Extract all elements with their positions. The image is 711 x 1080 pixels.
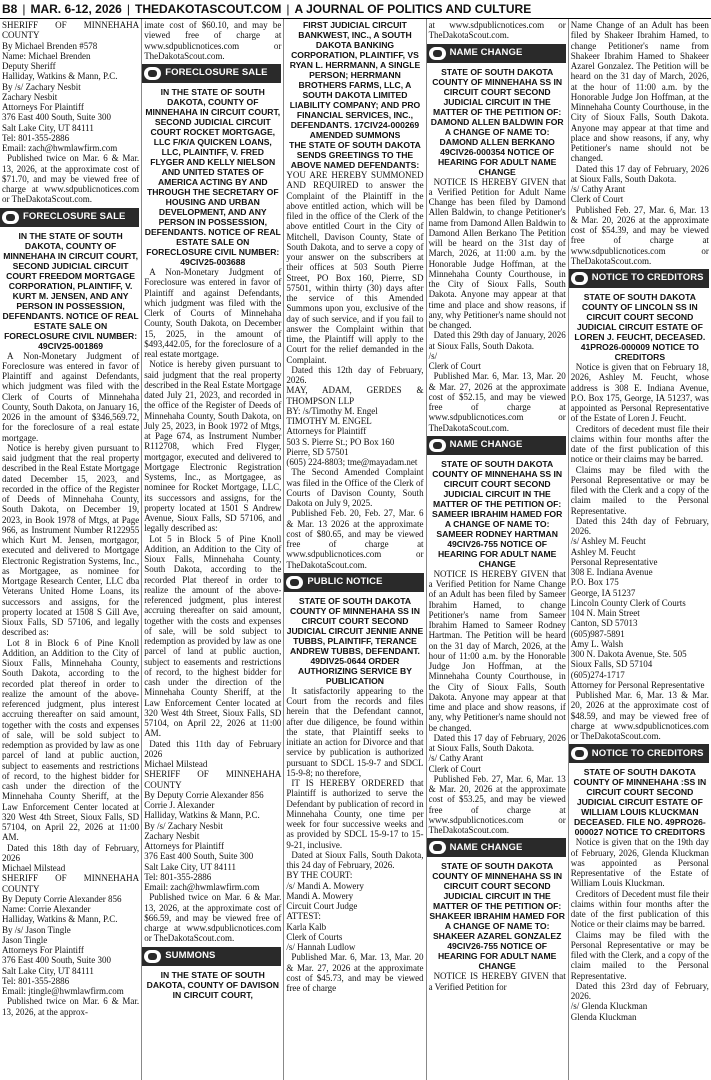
notice-caption: STATE OF SOUTH DAKOTA COUNTY OF MINNEHAHA SS IN CIRCUIT COURT SECOND JUDICIAL CIRCUIT IN THE MATTER OF THE PETITION OF: DAMOND ALLEN BALDWIN FOR A CHANGE OF NAME TO: DAMOND ALLEN BERKANO 49CIV26-000354 NOTICE OF HEARING FOR ADULT NAME CHANGE (430, 66, 564, 177)
notice-paragraph: Notice is given that on February 18, 2026, Ashley M. Feucht, whose address is 308 E. Indiana Avenue, P.O. Box 175, George, IA 51237, was appointed as Personal Representative of the Estate of Loren J. Feucht. (570, 362, 709, 424)
section-banner (569, 744, 709, 763)
notice-paragraph: Notice is given that on the 19th day of February, 2026, Glenda Kluckman was appointed as Personal Representative of the Estate of William Louis Kluckman. (570, 837, 709, 889)
notice-paragraph: Published Mar. 6, Mar. 13 & Mar. 20, 2026 at the approximate cost of $48.59, and may be viewed free of charge at www.sdpublicnotices.com or TheDakotaScout.com. (570, 690, 709, 741)
issue-date: MAR. 6-12, 2026 (30, 2, 122, 16)
notice-line: Attorneys for Plaintiff (286, 426, 367, 437)
notice-line: /s/ Ashley M. Feucht (570, 536, 646, 547)
notice-caption: IN THE STATE OF SOUTH DAKOTA, COUNTY OF MINNEHAHA IN CIRCUIT COURT, SECOND JUDICIAL CIRCUIT COURT FREEDOM MORTGAGE CORPORATION, PLAINTIFF, V. KURT M. JENSEN, AND ANY PERSON IN POSSESSION, DEFENDANTS. NOTICE OF REAL ESTATE SALE ON FORECLOSURE CIVIL NUMBER: 49CIV25-001869 (2, 230, 139, 351)
section-title: NOTICE TO CREDITORS (591, 272, 704, 284)
notice-line: Circuit Court Judge (286, 901, 358, 911)
section-icon (571, 272, 588, 285)
notice-paragraph: Dated this 18th day of February, 2026 (2, 842, 140, 863)
notice-caption: IN THE STATE OF SOUTH DAKOTA, COUNTY OF MINNEHAHA IN CIRCUIT COURT, SECOND JUDICIAL CIRCUIT COURT ROCKET MORTGAGE, LLC F/K/A QUICKEN LOANS, LLC, PLAINTIFF, V. FRED FLYGER AND KELLY NIELSON AND UNITED STATES OF AMERICA ACTING BY AND THROUGH THE SECRETARY OF HOUSING AND URBAN DEVELOPMENT, AND ANY PERSON IN POSSESSION, DEFENDANTS. NOTICE OF REAL ESTATE SALE ON FORECLOSURE CIVIL NUMBER: 49CIV25-003688 (144, 87, 281, 267)
notice-line: BY THE COURT: (286, 870, 353, 881)
section-title: NOTICE TO CREDITORS (591, 747, 704, 759)
notice-line: (605)274-1717 (570, 669, 625, 680)
notice-line: /s/ Cathy Arant (570, 184, 626, 194)
notice-line: imate cost of $60.10, and may be viewed free of charge at www.sdpublicnotices.com or TheDakotaScout.com. (144, 20, 282, 61)
notice-line: Clerk of Court (570, 194, 624, 205)
notice-paragraph: Published twice on Mar. 6 & Mar. 13, 2026, at the approximate cost of $71.70, and may be viewed free of charge at www.sdpublicnotices.com or TheDakotaScout.com. (2, 153, 140, 205)
notice-line: SHERIFF OF MINNEHAHA COUNTY (2, 20, 140, 41)
separator: | (22, 2, 26, 16)
notice-line: By /s/ Zachary Nesbit (144, 820, 223, 831)
notice-paragraph: NOTICE IS HEREBY GIVEN that a Verified Petition for Adult Name Change has been filed by Damond Allen Baldwin, to change Petitioner's name from Damond Allen Baldwin to Damond Allen Berkano The Petition will be heard on the 31st day of March, 2026, at 11:00 a.m. by the Honorable Judge Hoffman, at the Minnehaha County Courthouse, in the City of Sioux Falls, South Dakota. Anyone may appear at that time and place and show reasons, if any, why Petitioner's name should not be changed. (428, 176, 566, 330)
notice-line: Attorneys For Plaintiff (2, 945, 84, 955)
notice-line: Glenda Kluckman (570, 1011, 637, 1022)
section-title: SUMMONS (165, 949, 216, 961)
notice-line: /s/ (428, 350, 438, 361)
notice-caption: IN THE STATE OF SOUTH DAKOTA, COUNTY OF DAVISON IN CIRCUIT COURT, (146, 969, 279, 1000)
notice-line: 300 N. Dakota Avenue, Ste. 505 (570, 649, 687, 659)
separator: | (126, 2, 130, 16)
notice-paragraph: NOTICE IS HEREBY GIVEN that a Verified Petition for (428, 971, 566, 992)
notice-paragraph: Dated this 23rd day of February, 2026. (570, 980, 709, 1001)
notice-paragraph: Creditors of Decedent must file their claims within four months after the date of the first publication of this Notice or their claims may be barred. (570, 888, 709, 930)
notice-line: Salt Lake City, UT 84111 (2, 965, 94, 976)
masthead (0, 0, 711, 19)
notice-line: SHERIFF OF MINNEHAHA COUNTY (144, 769, 282, 790)
notice-caption: STATE OF SOUTH DAKOTA COUNTY OF MINNEHAHA SS IN CIRCUIT COURT SECOND JUDICIAL CIRCUIT IN THE MATTER OF THE PETITION OF: SAMEER IBRAHIM HAMED FOR A CHANGE OF NAME TO: SAMEER RODNEY HARTMAN 49CIV26-755 NOTICE OF HEARING FOR ADULT NAME CHANGE (431, 458, 563, 569)
notice-line: /s/ Glenda Kluckman (570, 1001, 648, 1012)
notice-line: Email: zach@hwmlawfirm.com (2, 143, 118, 153)
section-title: FORECLOSURE SALE (23, 210, 126, 222)
notice-line: Sioux Falls, SD 57104 (570, 659, 653, 670)
notice-line: YOU ARE HEREBY SUMMONED AND REQUIRED to answer the Complaint of the Plaintiff in the above entitled action, which will be filed in the office of the Clerk of the above entitled Court in the City of Mitchell, Davison County, State of South Dakota, and to serve a copy of your answer on the subscribers at their offices at 503 South Pierre Street, PO Box 160, Pierre, SD 57501, within thirty (30) days after the service of this Amended Summons upon you, exclusive of the day of such service, and if you fail to answer the Complaint within that time, the Plaintiff will apply to the Court for the relief demanded in the Complaint. (286, 170, 424, 365)
section-icon (429, 841, 446, 854)
notice-line: Tel: 801-355-2886 (144, 871, 212, 882)
section-icon (286, 576, 303, 589)
notice-paragraph: Dated this 11th day of February 2026 (144, 738, 282, 759)
notice-line: Canton, SD 57013 (570, 618, 638, 629)
notice-line: Deputy Sheriff (2, 61, 56, 71)
notice-line: Michael Milstead (2, 863, 66, 873)
notice-line: Jason Tingle (2, 934, 48, 945)
notice-paragraph: Dated this 12th day of February, 2026. (286, 364, 424, 385)
notice-line: SHERIFF OF MINNEHAHA COUNTY (2, 873, 140, 894)
section-title: NAME CHANGE (449, 841, 523, 853)
notice-paragraph: A Non-Monetary Judgment of Foreclosure was entered in favor of Plaintiff and against Defendants, which judgment was filed with the Clerk of Courts of Minnehaha County, South Dakota, on January 16, 2026 in the amount of $346,569.72, for the foreclosure of a real estate mortgage. (2, 350, 140, 443)
section-icon (571, 747, 588, 760)
notice-paragraph: Notice is hereby given pursuant to said judgment that the real property described in the Real Estate Mortgage dated December 15, 2023, and recorded in the office of the Register of Deeds of Minnehaha County, South Dakota, on December 19, 2023, in Book 1978 of Mtgs, at Page 966, as Instrument Number R122955 which Kurt M. Jensen, mortgagor, executed and delivered to Mortgage Electronic Registration Systems, Inc., as Mortgagee, as nominee for Mortgage Research Center, LLC dba Veterans United Home Loans, its successors and assigns, for the property located at 1508 S Gill Ave, Sioux Falls, SD 57106, and legally described as: (2, 442, 140, 638)
section-title: PUBLIC NOTICE (307, 576, 383, 588)
notice-line: Mandi A. Mowery (286, 890, 354, 901)
notice-line: Attorneys for Plaintiff (144, 841, 225, 851)
notice-line: Clerk of Court (428, 763, 482, 774)
notice-paragraph: Dated at Sioux Falls, South Dakota, this 24 day of February, 2026. (286, 849, 424, 870)
notice-line: Email: jtingle@hwmlawfirm.com (2, 986, 124, 996)
notice-line: By Deputy Corrie Alexander 856 (2, 893, 122, 904)
notice-line: Pierre, SD 57501 (286, 446, 349, 457)
notice-line: Tel: 801-355-2886 (2, 132, 70, 143)
notice-paragraph: Creditors of decedent must file their claims within four months after the date of the first publication of this notice or their claims may be barred. (570, 423, 709, 465)
notice-line: /s/ Mandi A. Mowery (286, 880, 364, 891)
notice-paragraph: It satisfactorily appearing to the Court from the records and files herein that the Defendant cannot, after due diligence, be found within the state, that Plaintiff seeks to initiate an action for Divorce and that service by publication is authorized pursuant to SDCL 15-9-7 and SDCL 15-9-8; no therefore, (286, 685, 424, 778)
section-icon (429, 439, 446, 452)
notice-paragraph: NOTICE IS HEREBY GIVEN that a Verified Petition for Name Change of an Adult has been filed by Sameer Ibrahim Hamed, to change Petitioner's name from Sameer Ibrahim Hamed to Sameer Rodney Hartman. The Petition will be heard on the 31 day of March, 2026, at the hour of 11:00 a.m. by the Honorable Judge Jon Hoffman, at the Minnehaha County Courthouse, in the City of Sioux Falls, South Dakota. Anyone may appear at that time and place and show reasons, if any, why Petitioner's name should not be changed. (428, 568, 566, 733)
notice-line: By /s/ Zachary Nesbit (2, 81, 81, 92)
section-banner (427, 44, 566, 63)
notice-line: P.O. Box 175 (570, 577, 619, 588)
notice-line: Zachary Nesbit (2, 91, 58, 102)
notice-line: TIMOTHY M. ENGEL (286, 416, 372, 426)
notice-paragraph: Published Mar. 6, Mar. 13, Mar. 20 & Mar. 27, 2026 at the approximate cost of $52.15, and may be viewed free of charge at www.sdpublicnotices.com or TheDakotaScout.com. (428, 371, 566, 433)
notice-paragraph: Published twice on Mar. 6 & Mar. 13, 2026, at the approximate cost of $66.59, and may be viewed free of charge at www.sdpublicnotices.com or TheDakotaScout.com. (144, 892, 282, 944)
notice-line: 376 East 400 South, Suite 300 (144, 851, 254, 862)
notice-line: Zachary Nesbit (144, 830, 200, 841)
notice-line: 308 E. Indiana Avenue (570, 567, 653, 577)
notice-line: at www.sdpublicnotices.com or TheDakotaScout.com. (428, 20, 566, 41)
section-title: NAME CHANGE (449, 46, 523, 58)
section-icon (429, 47, 446, 60)
notice-paragraph: Dated this 17 day of February, 2026 at Sioux Falls, South Dakota. (428, 732, 566, 753)
notice-line: MAY, ADAM, GERDES & THOMPSON LLP (286, 385, 424, 406)
notice-caption: STATE OF SOUTH DAKOTA COUNTY OF MINNEHAHA :SS IN CIRCUIT COURT SECOND JUDICIAL CIRCUIT ESTATE OF WILLIAM LOUIS KLUCKMAN DECEASED. FILE NO. 49PRO26-000027 NOTICE TO CREDITORS (573, 767, 707, 838)
notice-line: BY: /s/Timothy M. Engel (286, 405, 378, 416)
section-banner (427, 838, 566, 857)
notice-paragraph: Published twice on Mar. 6 & Mar. 13, 2026, at the approx- (2, 996, 140, 1017)
notice-paragraph: A Non-Monetary Judgment of Foreclosure was entered in favor of Plaintiff and against Defendants, which judgment was filed with the Clerk of Courts of Minnehaha County, South Dakota, on December 15, 2025, in the amount of $493,442.05, for the foreclosure of a real estate mortgage. (144, 267, 282, 359)
notice-line: By /s/ Jason Tingle (2, 924, 71, 935)
notice-paragraph: Published Mar. 6, Mar. 13, Mar. 20 & Mar. 27, 2026 at the approximate cost of $45.73, and may be viewed free of charge (286, 952, 424, 993)
section-icon (144, 950, 161, 963)
page-number: B8 (2, 2, 18, 16)
notice-line: /s/ Hannah Ludlow (286, 942, 356, 952)
notice-line: Personal Representative (570, 556, 658, 567)
notice-line: By Deputy Corrie Alexander 856 (144, 789, 264, 800)
notice-line: Attorney for Personal Representative (570, 679, 705, 690)
notice-caption: THE STATE OF SOUTH DAKOTA SENDS GREETINGS TO THE ABOVE NAMED DEFENDANTS: (289, 140, 421, 170)
notice-line: Halliday, Watkins & Mann, P.C. (144, 810, 260, 821)
notice-line: 104 N. Main Street (570, 608, 640, 618)
section-banner (284, 573, 423, 592)
notice-line: 376 East 400 South, Suite 300 (2, 112, 112, 123)
notice-paragraph: Dated this 17 day of February, 2026 at Sioux Falls, South Dakota. (570, 163, 709, 184)
notice-line: 503 S. Pierre St.; PO Box 160 (286, 436, 395, 447)
notice-caption: STATE OF SOUTH DAKOTA COUNTY OF LINCOLN SS IN CIRCUIT COURT SECOND JUDICIAL CIRCUIT ESTATE OF LOREN J. FEUCHT, DECEASED. 41PRO26-000009 NOTICE TO CREDITORS (574, 292, 706, 362)
section-title: FORECLOSURE SALE (165, 67, 268, 79)
notice-line: George, IA 51237 (570, 587, 636, 598)
notice-line: Tel: 801-355-2886 (2, 975, 70, 986)
site-name: THEDAKOTASCOUT.COM (134, 2, 282, 16)
notice-column (0, 19, 142, 1080)
notice-caption: STATE OF SOUTH DAKOTA COUNTY OF MINNEHAHA SS IN CIRCUIT COURT SECOND JUDICIAL CIRCUIT JENNIE ANNE TUBBS, PLAINTIFF, TERANCE ANDREW TUBBS, DEFENDANT. 49DIV25-0644 ORDER AUTHORIZING SERVICE BY PUBLICATION (286, 595, 424, 686)
notice-line: Halliday, Watkins & Mann, P.C. (2, 914, 118, 925)
notice-paragraph: Lot 5 in Block 5 of Pine Knoll Addition, an Addition to the City of Sioux Falls, Minnehaha County, South Dakota, according to the recorded Plat thereof in order to realize the amount of the above-referenced judgment, plus interest accruing thereafter on said amount, together with the costs and expenses of sale, will be sold subject to redemption as provided by law as one parcel of land at public auction, subject to easements and restrictions of record, to the highest bidder for cash under the direction of the Minnehaha County Sheriff, at the Law Enforcement Center located at 320 West 4th Street, Sioux Falls, SD 57104, on April 22, 2026 at 11:00 AM. (144, 533, 282, 739)
notice-line: Salt Lake City, UT 84111 (2, 122, 94, 133)
notice-line: ATTEST: (286, 911, 321, 922)
notice-line: Michael Milstead (144, 759, 208, 769)
notice-line: Attorneys For Plaintiff (2, 102, 84, 112)
notice-line: Amy L. Walsh (570, 638, 624, 649)
section-banner (142, 947, 281, 966)
notice-paragraph: Dated this 24th day of February, 2026. (570, 515, 709, 536)
notice-paragraph: The Second Amended Complaint was filed in the Office of the Clerk of Courts of Davison County, South Dakota on July 9, 2025. (286, 467, 424, 508)
tagline: A JOURNAL OF POLITICS AND CULTURE (294, 2, 532, 16)
notice-line: 376 East 400 South, Suite 300 (2, 955, 112, 966)
notice-line: (605) 224-8803; tme@mayadam.net (286, 457, 418, 467)
notice-paragraph: Lot 8 in Block 6 of Pine Knoll Addition, an Addition to the City of Sioux Falls, Minnehaha County, South Dakota, according to the recorded plat thereof in order to realize the amount of the above-referenced judgment, plus interest accruing thereafter on said amount, together with the costs and expenses of sale, will be sold subject to redemption as provided by law as one parcel of land at public auction, subject to easements and restrictions of record, to the highest bidder for cash under the direction of the Minnehaha County Sheriff, at the Law Enforcement Center located at 320 West 4th Street, Sioux Falls, SD 57104, on April 22, 2026 at 11:00 AM. (2, 637, 140, 843)
notice-line: Corrie J. Alexander (144, 800, 215, 810)
notice-line: (605)987-5891 (570, 628, 625, 639)
section-banner (0, 208, 139, 227)
notice-paragraph: Published Feb. 27, Mar. 6, Mar. 13 & Mar. 20, 2026 at the approximate cost of $54.39, and may be viewed free of charge at www.sdpublicnotices.com or TheDakotaScout.com. (570, 204, 709, 266)
notice-caption: STATE OF SOUTH DAKOTA COUNTY OF MINNEHAHA SS IN CIRCUIT COURT SECOND JUDICIAL CIRCUIT IN THE MATTER OF THE PETITION OF: SHAKEER IBRAHIM HAMED FOR A CHANGE OF NAME TO: SHAKEER AZAREL GONZALEZ 49CIV26-755 NOTICE OF HEARING FOR ADULT NAME CHANGE (429, 861, 565, 972)
notice-column (427, 19, 569, 1080)
notice-line: Name Change of an Adult has been filed by Shakeer Ibrahim Hamed, to change Petitioner's name from Shakeer Ibrahim Hamed to Shakeer Azarel Gonzalez. The Petition will be heard on the 31 day of March, 2026, at the hour of 11:00 a.m. by the Honorable Judge Jon Hoffman, at the Minnehaha County Courthouse, in the City of Sioux Falls, South Dakota. Anyone may appear at that time and place and show reasons, if any, why Petitioner's name should not be changed. (570, 20, 709, 164)
notice-line: Name: Corrie Alexander (2, 904, 91, 914)
section-title: NAME CHANGE (449, 439, 523, 451)
notice-paragraph: Claims may be filed with the Personal Representative or may be filed with the Clerk, and a copy of the claim mailed to the Personal Representative. (570, 929, 709, 981)
notice-column (142, 19, 284, 1080)
notice-paragraph: Claims may be filed with the Personal Representative or may be filed with the Clerk and a copy of the claim mailed to the Personal Representative. (570, 464, 709, 516)
notice-paragraph: IT IS HEREBY ORDERED that Plaintiff is authorized to serve the Defendant by publication of record in Minnehaha County, one time per week for four successive weeks and as provided by SDCL 15-9-17 to 15-9-21, inclusive. (286, 778, 424, 850)
notice-line: Email: zach@hwmlawfirm.com (144, 882, 260, 892)
notice-paragraph: Published Feb. 20, Feb. 27, Mar. 6 & Mar. 13 2026 at the approximate cost of $80.65, and may be viewed free of charge at www.sdpublicnotices.com or TheDakotaScout.com. (286, 508, 424, 570)
notice-line: By Michael Brenden #578 (2, 40, 98, 51)
notice-line: Karla Kalb (286, 921, 327, 932)
section-banner (427, 436, 566, 455)
notice-paragraph: Published Feb. 27, Mar. 6, Mar. 13 & Mar. 20, 2026 at the approximate cost of $53.25, and may be viewed free of charge at www.sdpublicnotices.com or TheDakotaScout.com. (428, 773, 566, 835)
separator: | (286, 2, 290, 16)
notice-line: /s/ Cathy Arant (428, 753, 484, 764)
notice-line: Ashley M. Feucht (570, 546, 636, 557)
notice-line: Clerk of Courts (286, 931, 343, 942)
section-banner (142, 64, 281, 83)
notice-column (284, 19, 426, 1080)
notice-paragraph: Dated this 29th day of January, 2026 at Sioux Falls, South Dakota. (428, 330, 566, 351)
notice-column (569, 19, 711, 1080)
notice-line: Clerk of Court (428, 361, 482, 371)
notice-line: Name: Michael Brenden (2, 50, 91, 61)
section-banner (569, 269, 709, 288)
notice-line: Lincoln County Clerk of Courts (570, 597, 686, 608)
notice-line: Halliday, Watkins & Mann, P.C. (2, 71, 118, 82)
legal-notice-columns (0, 19, 711, 1080)
notice-paragraph: Notice is hereby given pursuant to said judgment that the real property described in the Real Estate Mortgage dated July 21, 2023, and recorded in the office of the Register of Deeds of Minnehaha County, South Dakota, on July 25, 2023, in Book 1972 of Mtgs, at Page 674, as Instrument Number R112708, which Fred Flyger, mortgagor, executed and delivered to Mortgage Electronic Registration Systems, Inc., as Mortgagee, as nominee for Rocket Mortgage, LLC, its successors and assigns, for the property located at 1501 S Andrew Avenue, Sioux Falls, SD 57106, and legally described as: (144, 359, 282, 534)
notice-line: Salt Lake City, UT 84111 (144, 861, 237, 872)
section-icon (144, 67, 161, 80)
section-icon (2, 211, 19, 224)
notice-caption: FIRST JUDICIAL CIRCUIT BANKWEST, INC., A SOUTH DAKOTA BANKING CORPORATION, PLAINTIFF, VS RYAN L. HERRMANN, A SINGLE PERSON; HERRMANN BROTHERS FARMS, LLC, A SOUTH DAKOTA LIMITED LIABILITY COMPANY; AND PRO FINANCIAL SERVICES, INC., DEFENDANTS. 17CIV24-000269 AMENDED SUMMONS (289, 20, 421, 140)
